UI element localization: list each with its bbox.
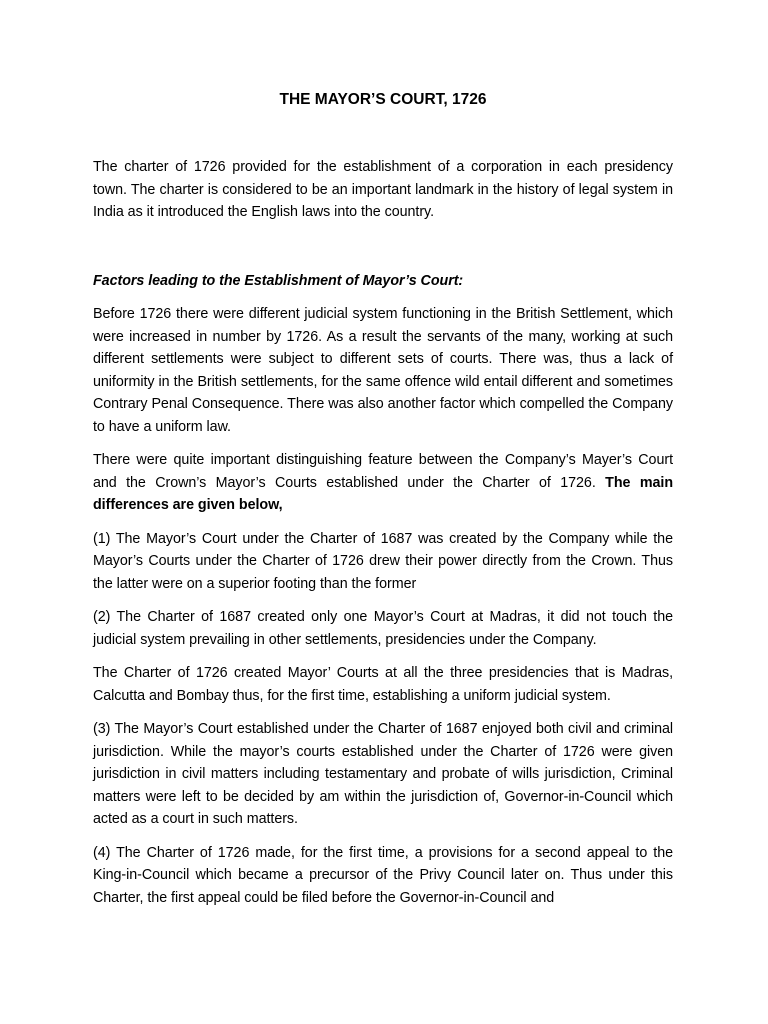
paragraph-difference-2: (2) The Charter of 1687 created only one Mayor’s Court at Madras, it did not touch the judicial system prevailing in other settlements, presidencies under the Company. <box>93 609 673 648</box>
document-title: THE MAYOR’S COURT, 1726 <box>279 91 487 108</box>
document-page <box>93 88 673 920</box>
paragraph-difference-3: (3) The Mayor’s Court established under the Charter of 1687 enjoyed both civil and criminal jurisdiction. While the mayor’s courts established under the Charter of 1726 were given jurisdiction in civil matters including testamentary and probate of wills jurisdiction, Criminal matters were left to be decided by am within the jurisdiction of, Governor-in-Council which acted as a court in such matters. <box>93 721 673 827</box>
paragraph-differences-bold: The main differences are given below, <box>93 474 674 513</box>
paragraph-difference-1: (1) The Mayor’s Court under the Charter of 1687 was created by the Company while the Mayor’s Courts under the Charter of 1726 drew their power directly from the Crown. Thus the latter were on a superior footing than the former <box>93 530 673 592</box>
paragraph-differences-intro <box>93 449 673 517</box>
section-heading: Factors leading to the Establishment of Mayor’s Court: <box>93 272 464 289</box>
paragraph-factors: Before 1726 there were different judicial system functioning in the British Settlement, which were increased in number by 1726. As a result the servants of the many, working at such different settlements were subject to different sets of courts. There was, thus a lack of uniformity in the British settlements, for the same offence wild entail different and sometimes Contrary Penal Consequence. There was also another factor which compelled the Company to have a uniform law. <box>93 306 673 435</box>
paragraph-differences-text: There were quite important distinguishing feature between the Company’s Mayer’s Court and the Crown’s Mayor’s Courts established under the Charter of 1726. <box>93 452 673 491</box>
paragraph-uniform-system: The Charter of 1726 created Mayor’ Courts at all the three presidencies that is Madras, Calcutta and Bombay thus, for the first time, establishing a uniform judicial system. <box>93 665 673 704</box>
paragraph-difference-4: (4) The Charter of 1726 made, for the first time, a provisions for a second appeal to the King-in-Council which became a precursor of the Privy Council later on. Thus under this Charter, the first appeal could be filed before the Governor-in-Council and <box>93 844 673 906</box>
intro-paragraph: The charter of 1726 provided for the establishment of a corporation in each presidency town. The charter is considered to be an important landmark in the history of legal system in India as it introduced the English laws into the country. <box>93 159 673 220</box>
